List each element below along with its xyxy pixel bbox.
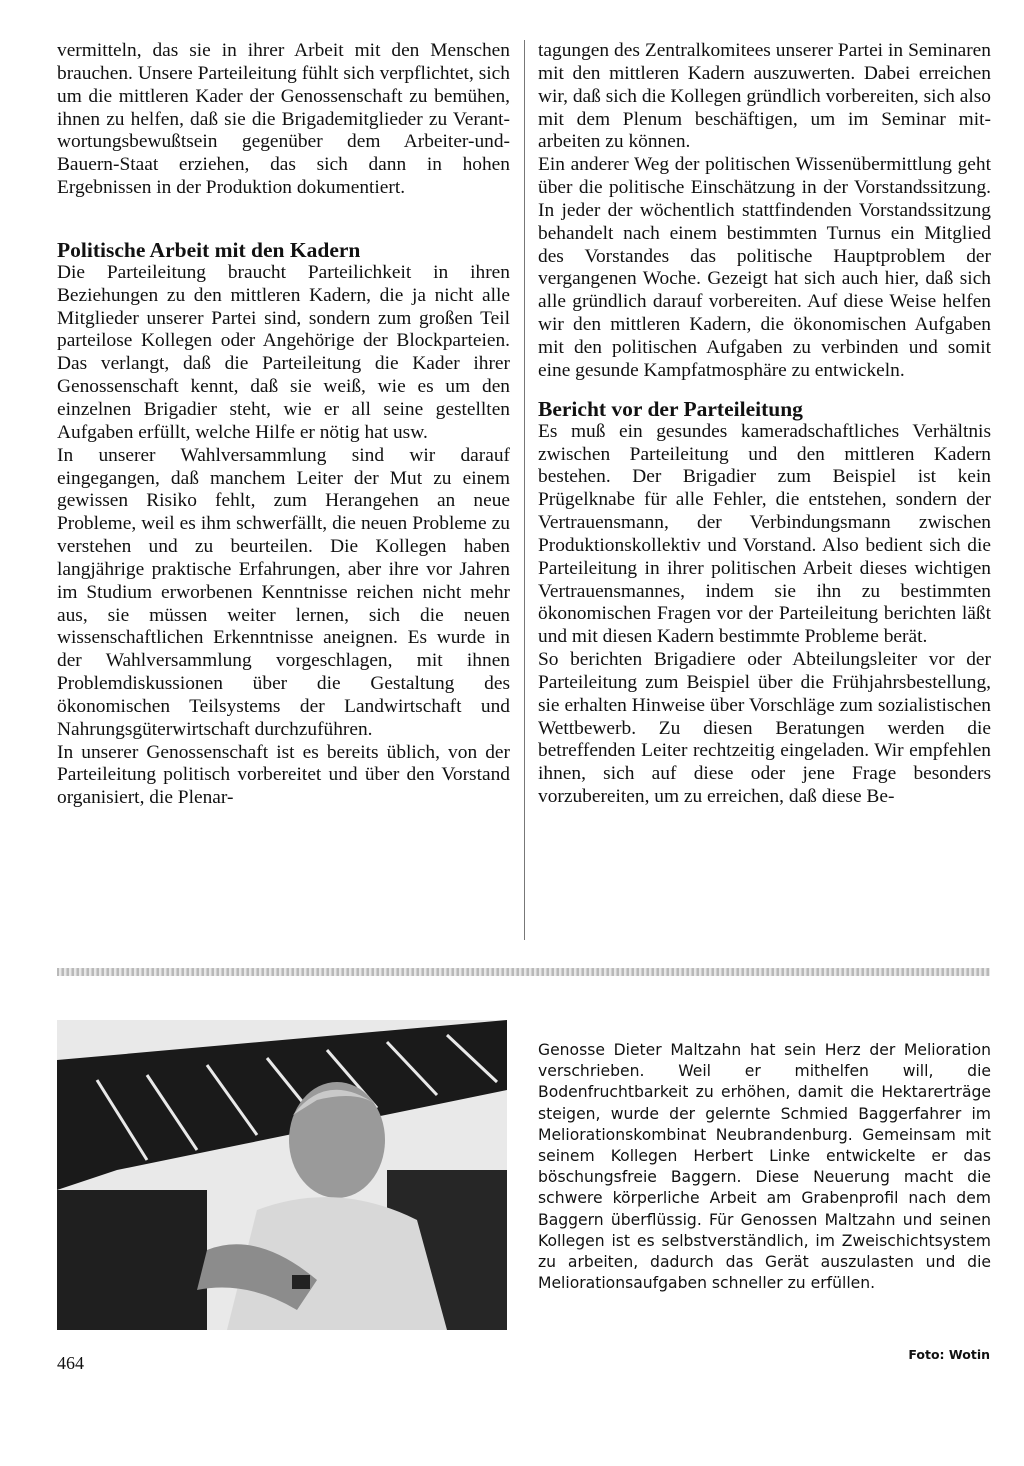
right-paragraph-2: Ein anderer Weg der politischen Wissenübermittlung geht über die politische Einschätzung in der Vorstandssitzung. In jeder der wöchentlich stattfindenden Vorstandssitzung behandelt nach einem bestimmten Turnus ein Mitglied des Vorstandes das politische Hauptproblem der vergangenen Woche. Gezeigt hat sich auch hier, daß sich alle gründlich darauf vorbereiten. Auf diese Weise helfen wir den mittleren Kadern, die ökonomischen Aufgaben mit den politischen Aufgaben zu verbinden und somit eine gesunde Kampfatmosphäre zu entwickeln. [538,154,991,381]
photo-dark-lower [57,1190,207,1330]
photo-head [289,1082,385,1198]
left-paragraph-1: vermitteln, das sie in ihrer Arbeit mit den Menschen brauchen. Unsere Parteileitung fühlt sich verpflichtet, sich um die mittleren Kader der Genossenschaft zu bemühen, ihnen zu helfen, daß sie die Brigademitglieder zu Verantwortungsbewußtsein gegenüber dem Arbeiter-und-Bauern-Staat erziehen, das sich dann in hohen Ergebnissen in der Produktion dokumentiert. [57,40,510,199]
right-column [538,40,991,809]
column-divider [524,40,525,940]
separator-band [57,968,990,976]
page-number: 464 [57,1353,84,1373]
worker-photo [57,1020,507,1330]
right-paragraph-3: Es muß ein gesundes kameradschaftliches Verhältnis zwischen Parteileitung und den mittleren Kadern bestehen. Der Brigadier zum Beispiel ist kein Prügelknabe für alle Fehler, die entstehen, sondern der Vertrauensmann, der Verbindungsmann zwischen Produktionskollektiv und Vorstand. Also bedient sich die Parteileitung in ihrer politischen Arbeit dieses wichtigen Vertrauensmannes, indem sie ihn zu bestimmten ökonomischen Fragen vor der Parteileitung berichten läßt und mit diesen Kadern bestimmte Probleme berät. [538,420,991,648]
left-paragraph-2: Die Parteileitung braucht Parteilichkeit in ihren Beziehungen zu den mittleren Kadern, die ja nicht alle Mitglieder unserer Partei sind, sondern zum großen Teil parteilose Kollegen oder Angehörige der Blockparteien. Das verlangt, daß die Parteileitung die Kader ihrer Genossenschaft kennt, daß sie weiß, wie es um den einzelnen Brigadier steht, wie er all seine gestellten Aufgaben erfüllt, welche Hilfe er nötig hat usw. [57,261,510,443]
left-column [57,40,510,810]
right-paragraph-4: So berichten Brigadiere oder Abteilungsleiter vor der Parteileitung zum Beispiel über die Frühjahrsbestellung, sie erhalten Hinweise über Vorschläge zum sozialistischen Wettbewerb. Zu diesen Beratungen werden die betreffenden Leiter rechtzeitig eingeladen. Wir empfehlen ihnen, sich auf diese oder jene Frage besonders vorzubereiten, um zu erreichen, daß diese Be- [538,649,991,808]
section-heading-kadern: Politische Arbeit mit den Kadern [57,237,361,262]
section-heading-bericht: Bericht vor der Parteileitung [538,396,803,421]
photo-watch [292,1275,310,1289]
photo-credit: Foto: Wotin [908,1347,990,1362]
photo-caption: Genosse Dieter Maltzahn hat sein Herz der Melioration verschrieben. Weil er mithelfen will, die Bodenfruchtbarkeit zu erhöhen, damit die Hektarerträge steigen, wurde der gelernte Schmied Baggerfahrer im Meliorationskombinat Neubrandenburg. Gemeinsam mit seinem Kollegen Herbert Linke entwickelte er das böschungsfreie Baggern. Diese Neuerung macht die schwere körperliche Arbeit am Grabenprofil nach dem Baggern überflüssig. Für Genossen Maltzahn und seinen Kollegen ist es selbstverständlich, im Zweischichtsystem zu arbeiten, dadurch das Gerät auszulasten und die Meliorationsaufgaben schneller zu erfüllen. [538,1041,991,1293]
worker-photo-icon [57,1020,507,1330]
right-paragraph-1: tagungen des Zentralkomitees unserer Partei in Seminaren mit den mittleren Kadern auszuwerten. Dabei erreichen wir, daß sich die Kollegen gründlich vorbereiten, sich also mit dem Plenum beschäftigen, um im Seminar mitarbeiten zu können. [538,40,991,153]
left-paragraph-4: In unserer Genossenschaft ist es bereits üblich, von der Parteileitung politisch vorbereitet und über den Vorstand organisiert, die Plenar- [57,741,510,809]
left-paragraph-3: In unserer Wahlversammlung sind wir darauf eingegangen, daß manchem Leiter der Mut zu einem gewissen Risiko fehlt, zum Herangehen an neue Probleme, weil es ihm schwerfällt, die neuen Probleme zu verstehen und zu beurteilen. Die Kollegen haben langjährige praktische Erfahrungen, aber ihre vor Jahren im Studium erworbenen Kenntnisse reichen nicht mehr aus, sie müssen weiter lernen, sich die neuen wissenschaftlichen Erkenntnisse aneignen. Es wurde in der Wahlversammlung vorgeschlagen, mit ihnen Problemdiskussionen über die Gestaltung des ökonomischen Teilsystems der Landwirtschaft und Nahrungsgüterwirtschaft durchzuführen. [57,444,510,740]
